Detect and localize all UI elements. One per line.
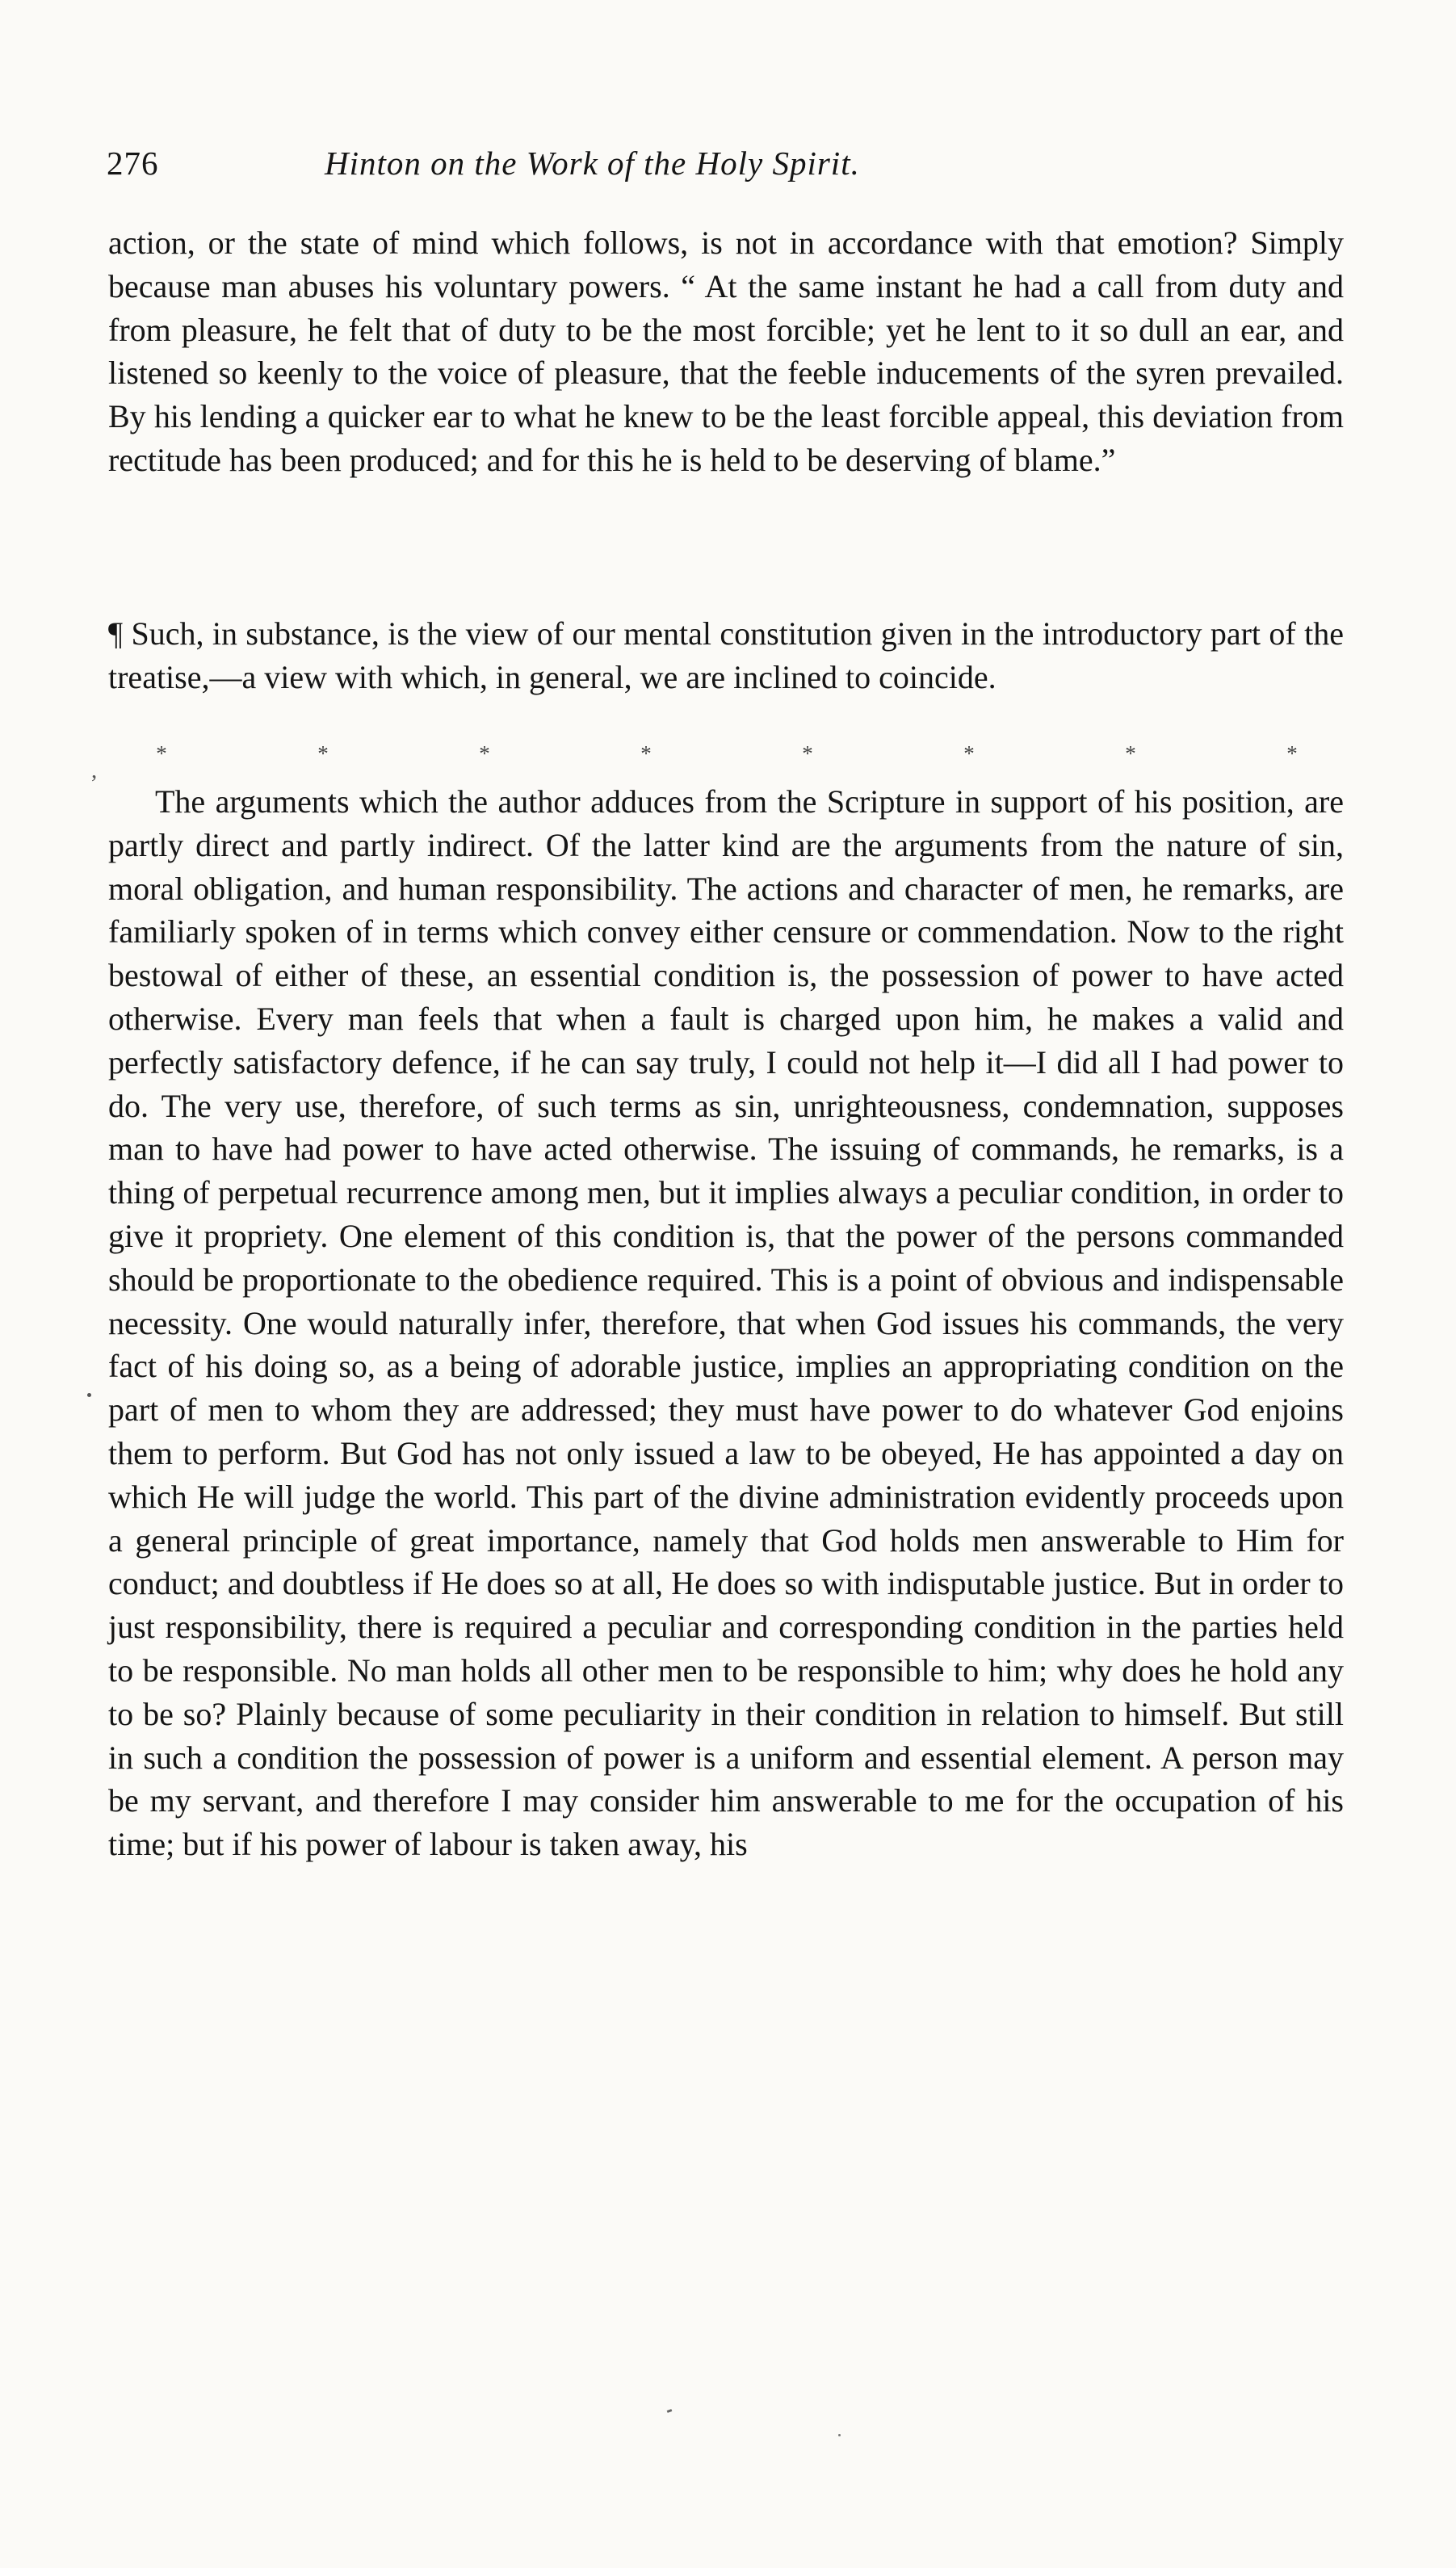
margin-mark (87, 1393, 91, 1397)
paragraph-text: The arguments which the author adduces from the Scripture in support of his position, are partly direct and partly indirect. Of the latter kind are the arguments from the nature of sin, moral obligation, and human responsibility. The actions and character of men, he remarks, are familiarly spoken of in terms which convey either censure or commendation. Now to the right bestowal of either of these, an essential condition is, the possession of power to have acted otherwise. Every man feels that when a fault is charged upon him, he makes a valid and perfectly satisfactory defence, if he can say truly, I could not help it—I did all I had power to do. The very use, therefore, of such terms as sin, unrighteousness, condemnation, supposes man to have had power to have acted otherwise. The issuing of commands, he remarks, is a thing of perpetual recurrence among men, but it implies always a peculiar condition, in order to give it propriety. One element of this condition is, that the power of the persons commanded should be proportionate to the obedience required. This is a point of obvious and indispensable necessity. One would naturally infer, therefore, that when God issues his commands, the very fact of his doing so, as a being of adorable justice, implies an appropriating condition on the part of men to whom they are addressed; they must have power to do whatever God enjoins them to perform. But God has not only issued a law to be obeyed, He has appointed a day on which He will judge the world. This part of the divine administration evidently proceeds upon a general principle of great importance, namely that God holds men answerable to Him for conduct; and doubtless if He does so at all, He does so with indisputable justice. But in order to just responsibility, there is required a peculiar and corresponding condition in the parties held to be responsible. No man holds all other men to be responsible to him; why does he hold any to be so? Plainly because of some peculiarity in their condition in relation to himself. But still in such a condition the possession of power is a uniform and essential element. A person may be my servant, and therefore I may consider him answerable to me for the occupation of his time; but if his power of labour is taken away, his (108, 783, 1344, 1863)
paragraph-mark: ¶ (108, 615, 124, 652)
asterisk-mark: * (802, 741, 813, 766)
page-number: 276 (107, 145, 159, 182)
asterisk-mark: * (640, 741, 652, 766)
stray-comma: , (91, 757, 98, 783)
paragraph-quote-continuation (108, 221, 1344, 482)
paragraph-body: Such, in substance, is the view of our mental constitution given in the introductory part of the treatise,—a view with which, in general, we are inclined to coincide. (108, 615, 1344, 695)
page-header (107, 144, 1350, 200)
asterisk-mark: * (1125, 741, 1136, 766)
paragraph-summary (108, 612, 1344, 699)
ink-speck (838, 2434, 841, 2436)
paragraph-text: action, or the state of mind which follows, is not in accordance with that emotion? Simply because man abuses his voluntary powers. “ At the same instant he had a call from duty and from pleasure, he felt that of duty to be the most forcible; yet he lent to it so dull an ear, and listened so keenly to the voice of pleasure, that the feeble inducements of the syren prevailed. By his lending a quicker ear to what he knew to be the least forcible appeal, this deviation from rectitude has been produced; and for this he is held to be deserving of blame.” (108, 224, 1344, 478)
running-title: Hinton on the Work of the Holy Spirit. (325, 145, 860, 182)
asterisk-mark: * (1286, 741, 1298, 766)
asterisk-mark: * (156, 741, 167, 766)
paragraph-arguments (108, 780, 1344, 1866)
asterisk-mark: * (963, 741, 975, 766)
asterisk-mark: * (317, 741, 329, 766)
paragraph-text (108, 612, 1344, 699)
ink-speck (667, 2409, 673, 2413)
asterisk-mark: * (479, 741, 490, 766)
section-break (149, 741, 1304, 766)
